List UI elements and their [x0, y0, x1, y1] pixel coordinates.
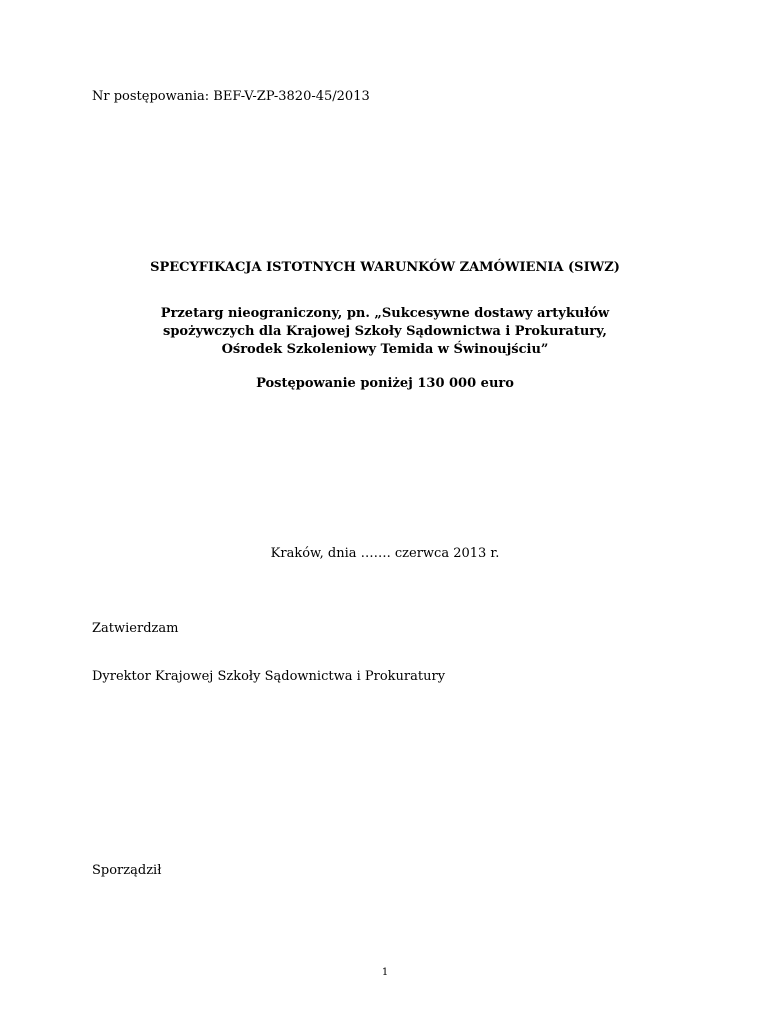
case-number: Nr postępowania: BEF-V-ZP-3820-45/2013 — [92, 89, 370, 104]
approve-label: Zatwierdzam — [92, 621, 179, 636]
tender-line: spożywczych dla Krajowej Szkoły Sądownictwa i Prokuratury, — [163, 324, 607, 339]
threshold-note: Postępowanie poniżej 130 000 euro — [256, 376, 514, 391]
tender-line: Ośrodek Szkoleniowy Temida w Świnoujściu” — [221, 342, 549, 357]
document-title: SPECYFIKACJA ISTOTNYCH WARUNKÓW ZAMÓWIENIA (SIWZ) — [150, 260, 620, 275]
prepared-by-label: Sporządził — [92, 863, 162, 878]
place-and-date: Kraków, dnia ……. czerwca 2013 r. — [270, 546, 500, 561]
page-number: 1 — [381, 967, 389, 978]
tender-line: Przetarg nieograniczony, pn. „Sukcesywne dostawy artykułów — [160, 306, 610, 321]
tender-description — [0, 305, 770, 359]
director-title: Dyrektor Krajowej Szkoły Sądownictwa i Prokuratury — [92, 669, 446, 684]
